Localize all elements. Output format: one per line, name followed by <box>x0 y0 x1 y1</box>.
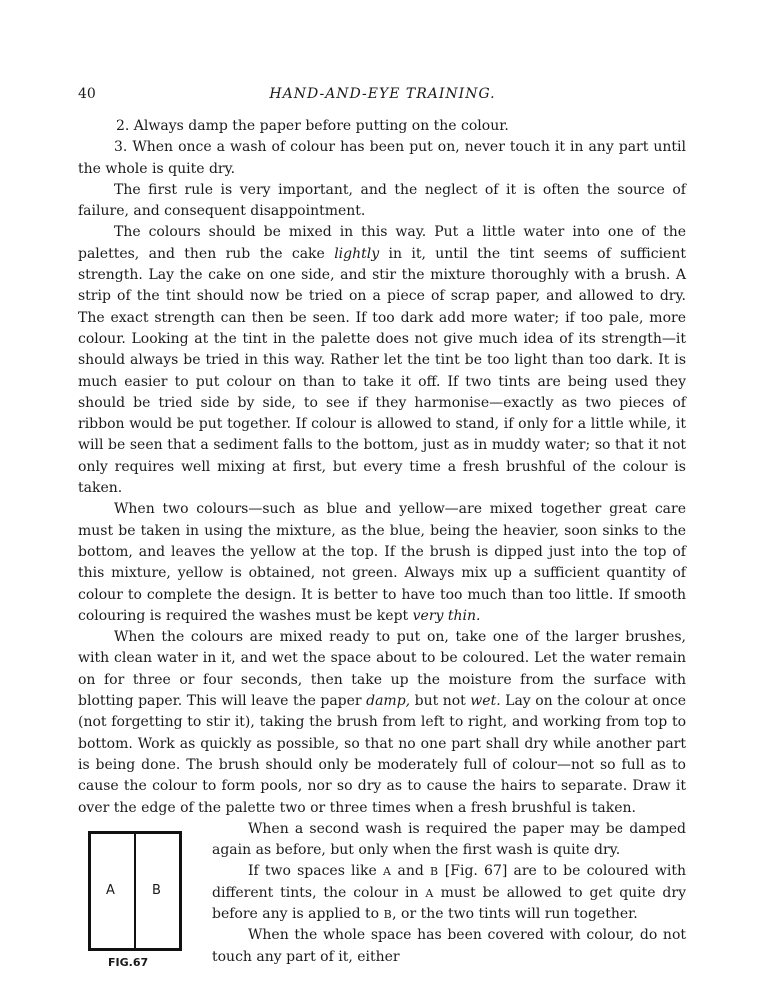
page-header <box>78 86 687 106</box>
figure-label-a: A <box>106 882 115 898</box>
figure-67 <box>88 831 206 969</box>
page-number: 40 <box>78 86 96 102</box>
paragraph-two-colours: When two colours—such as blue and yellow—are mixed together great care must be taken in using the mixture, as the blue, being the heavier, soon sinks to the bottom, and leaves the yellow at the top. If the brush is dipped just into the top of this mixture, yellow is obtained, not green. Always mix up a sufficient quantity of colour to complete the design. It is better to have too much than too little. If smooth colouring is required the washes must be kept very thin. <box>78 501 686 624</box>
paragraph-mixing: The colours should be mixed in this way. Put a little water into one of the palettes, and then rub the cake lightly in it, until the tint seems of sufficient strength. Lay the cake on one side, and stir the mixture thoroughly with a brush. A strip of the tint should now be tried on a piece of scrap paper, and allowed to dry. The exact strength can then be seen. If too dark add more water; if too pale, more colour. Looking at the tint in the palette does not give much idea of its strength—it should always be tried in this way. Rather let the tint be too light than too dark. It is much easier to put colour on than to take it off. If two tints are being used they should be tried side by side, to see if they harmonise—exactly as two pieces of ribbon would be put together. If colour is allowed to stand, if only for a little while, it will be seen that a sediment falls to the bottom, just as in muddy water; so that it not only requires well mixing at first, but every time a fresh brushful of the colour is taken. <box>78 224 686 497</box>
paragraph-two-spaces: If two spaces like A and B [Fig. 67] are to be coloured with different tints, the colour in A must be allowed to get quite dry before any is applied to B, or the two tints will run together. <box>212 863 686 922</box>
running-title: HAND-AND-EYE TRAINING. <box>269 86 496 102</box>
figure-caption: FIG.67 <box>108 955 149 969</box>
paragraph-second-wash: When a second wash is required the paper may be damped again as before, but only when the first wash is quite dry. <box>212 820 686 859</box>
paragraph-colours-ready: When the colours are mixed ready to put on, take one of the larger brushes, with clean water in it, and wet the space about to be coloured. Let the water remain on for three or four seconds, then take up the moisture from the surface with blotting paper. This will leave the paper damp, but not wet. Lay on the colour at once (not forgetting to stir it), taking the brush from left to right, and working from top to bottom. Work as quickly as possible, so that no one part shall dry while another part is being done. The brush should only be moderately full of colour—not so full as to cause the colour to form pools, nor so dry as to cause the hairs to separate. Draw it over the edge of the palette two or three times when a fresh brushful is taken. <box>78 629 686 816</box>
body-text <box>78 116 686 968</box>
figure-divider <box>134 834 136 948</box>
rule-2: 2. Always damp the paper before putting on the colour. <box>116 118 509 134</box>
figure-frame <box>88 831 182 951</box>
rule-3: 3. When once a wash of colour has been put on, never touch it in any part until the whole is quite dry. <box>78 139 686 177</box>
paragraph-last: When the whole space has been covered with colour, do not touch any part of it, either <box>212 927 686 965</box>
figure-label-b: B <box>152 882 161 898</box>
paragraph-first-rule: The first rule is very important, and the neglect of it is often the source of failure, and consequent disappointment. <box>78 181 686 220</box>
